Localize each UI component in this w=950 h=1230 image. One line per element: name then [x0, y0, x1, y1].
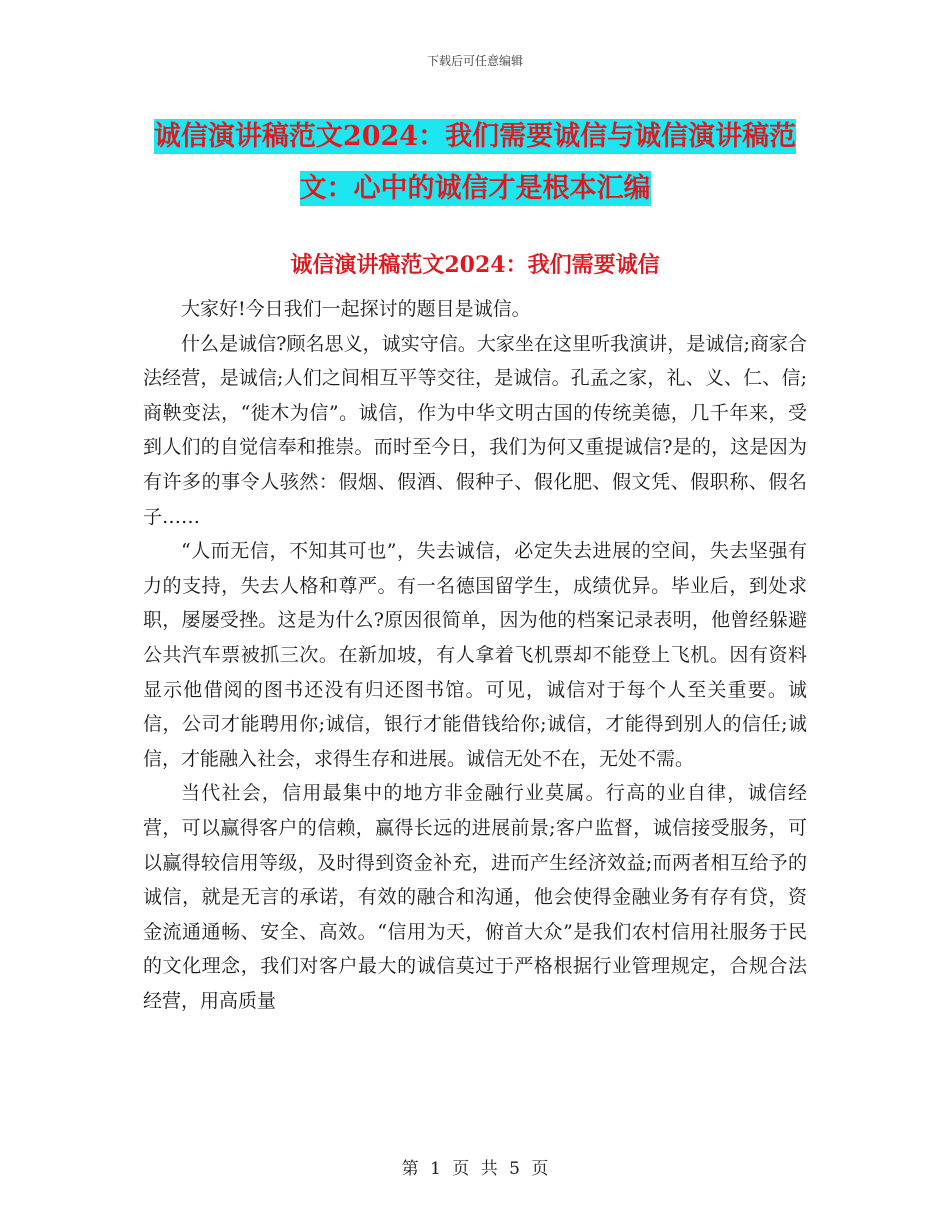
header-note: 下载后可任意编辑: [426, 54, 523, 68]
section-title: 诚信演讲稿范文2024：我们需要诚信: [290, 252, 660, 278]
main-title-line-1: 诚信演讲稿范文2024：我们需要诚信与诚信演讲稿范: [153, 121, 797, 152]
paragraph-greeting: 大家好!今日我们一起探讨的题目是诚信。: [181, 298, 531, 320]
paragraph-what-is-integrity: 什么是诚信?顾名思义，诚实守信。大家坐在这里听我演讲，是诚信;商家合法经营，是诚信;人们之间相互平等交往，是诚信。孔孟之家，礼、义、仁、信;商鞅变法，“徙木为信”。诚信，作为中华文明古国的传统美德，几千年来，受到人们的自觉信奉和推崇。而时至今日，我们为何又重提诚信?是的，这是因为有许多的事令人骇然：假烟、假酒、假种子、假化肥、假文凭、假职称、假名子……: [143, 332, 807, 528]
document-body: [143, 292, 807, 1018]
paragraph-finance-integrity: 当代社会，信用最集中的地方非金融行业莫属。行高的业自律，诚信经营，可以赢得客户的信赖，赢得长远的进展前景;客户监督，诚信接受服务，可以赢得较信用等级，及时得到资金补充，进而产生经济效益;而两者相互给予的诚信，就是无言的承诺，有效的融合和沟通，他会使得金融业务有存有贷，资金流通通畅、安全、高效。“信用为天，俯首大众”是我们农村信用社服务于民的文化理念，我们对客户最大的诚信莫过于严格根据行业管理规定，合规合法经营，用高质量: [143, 782, 807, 1012]
page-number-footer: 第 1 页 共 5 页: [401, 1159, 549, 1179]
paragraph-losing-integrity: “人而无信，不知其可也”，失去诚信，必定失去进展的空间，失去坚强有力的支持，失去人格和尊严。有一名德国留学生，成绩优异。毕业后，到处求职，屡屡受挫。这是为什么?原因很简单，因为他的档案记录表明，他曾经躲避公共汽车票被抓三次。在新加坡，有人拿着飞机票却不能登上飞机。因有资料显示他借阅的图书还没有归还图书馆。可见，诚信对于每个人至关重要。诚信，公司才能聘用你;诚信，银行才能借钱给你;诚信，才能得到别人的信任;诚信，才能融入社会，求得生存和进展。诚信无处不在，无处不需。: [143, 540, 807, 770]
document-main-title: [140, 111, 810, 215]
main-title-line-2: 文：心中的诚信才是根本汇编: [299, 173, 651, 204]
